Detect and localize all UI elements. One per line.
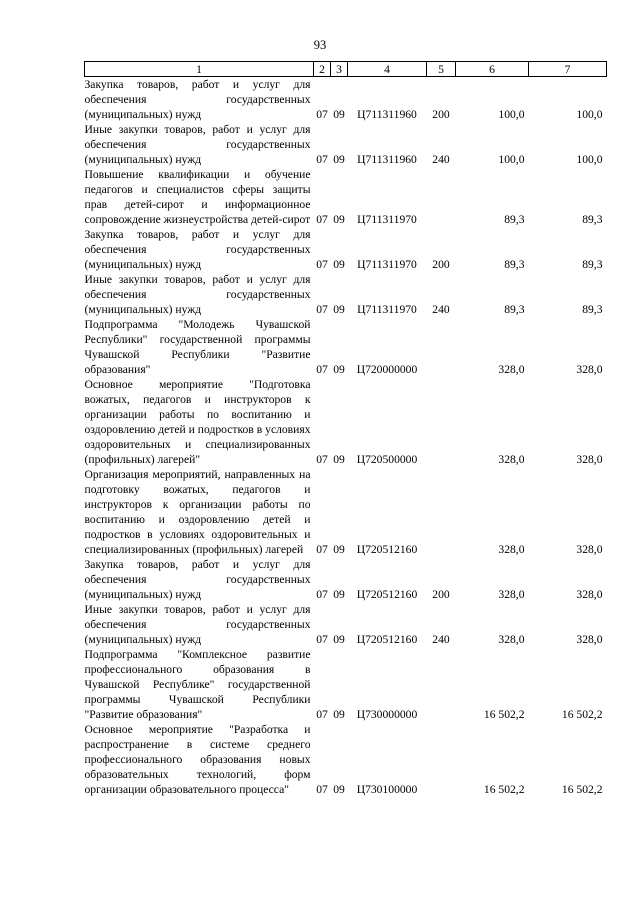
section-code: 07 [316, 303, 328, 316]
section-code: 07 [316, 633, 328, 646]
amount-year-2: 100,0 [576, 153, 603, 166]
target-article-code: Ц720500000 [356, 453, 418, 466]
subsection-code: 09 [333, 588, 345, 601]
amount-year-2: 328,0 [576, 633, 603, 646]
amount-year-2: 328,0 [576, 543, 603, 556]
target-article-code: Ц720512160 [356, 543, 418, 556]
amount-year-1: 328,0 [498, 453, 525, 466]
row-name: Закупка товаров, работ и услуг для обеспечения государственных (муниципальных) нужд [84, 558, 311, 601]
target-article-code: Ц711311970 [357, 258, 417, 271]
table-row [85, 77, 607, 123]
table-row [85, 467, 607, 557]
subsection-code: 09 [333, 633, 345, 646]
table-row [85, 647, 607, 722]
row-name: Подпрограмма "Молодежь Чувашской Республики" государственной программы Чувашской Республики "Развитие образования" [84, 318, 311, 376]
amount-year-2: 16 502,2 [561, 783, 603, 796]
expense-type-code [427, 647, 456, 722]
amount-year-2: 100,0 [576, 108, 603, 121]
subsection-code: 09 [333, 783, 345, 796]
column-header: 5 [427, 62, 456, 77]
expense-type-code [427, 722, 456, 797]
row-name: Основное мероприятие "Разработка и распространение в системе среднего профессионального образования новых образовательных технологий, форм организации образовательного процесса" [84, 723, 311, 796]
column-header: 2 [314, 62, 331, 77]
table-row [85, 377, 607, 467]
amount-year-1: 328,0 [498, 363, 525, 376]
expense-type-code: 240 [432, 303, 450, 316]
target-article-code: Ц720000000 [356, 363, 418, 376]
section-code: 07 [316, 708, 328, 721]
amount-year-2: 16 502,2 [561, 708, 603, 721]
section-code: 07 [316, 153, 328, 166]
expense-type-code [427, 317, 456, 377]
table-row [85, 227, 607, 272]
section-code: 07 [316, 258, 328, 271]
row-name: Закупка товаров, работ и услуг для обеспечения государственных (муниципальных) нужд [84, 78, 311, 121]
table-row [85, 272, 607, 317]
amount-year-1: 89,3 [504, 303, 525, 316]
section-code: 07 [316, 453, 328, 466]
amount-year-2: 89,3 [582, 213, 603, 226]
amount-year-1: 328,0 [498, 588, 525, 601]
amount-year-1: 89,3 [504, 213, 525, 226]
amount-year-2: 89,3 [582, 258, 603, 271]
section-code: 07 [316, 363, 328, 376]
amount-year-1: 16 502,2 [483, 708, 525, 721]
amount-year-1: 328,0 [498, 633, 525, 646]
expense-type-code: 200 [432, 258, 450, 271]
row-name: Подпрограмма "Комплексное развитие профессионального образования в Чувашской Республике" государственной программы Чувашской Республики "Развитие образования" [84, 648, 311, 721]
target-article-code: Ц730100000 [356, 783, 418, 796]
target-article-code: Ц711311970 [357, 303, 417, 316]
row-name: Организация мероприятий, направленных на подготовку вожатых, педагогов и инструкторов к организации работы по воспитанию и оздоровлению детей и подростков в условиях оздоровительных и специализированных (профильных) лагерей [84, 468, 311, 556]
table-row [85, 557, 607, 602]
target-article-code: Ц720512160 [356, 633, 418, 646]
subsection-code: 09 [333, 153, 345, 166]
budget-table [84, 61, 607, 797]
table-row [85, 602, 607, 647]
column-header: 4 [348, 62, 427, 77]
subsection-code: 09 [333, 258, 345, 271]
amount-year-2: 328,0 [576, 363, 603, 376]
row-name: Основное мероприятие "Подготовка вожатых, педагогов и инструкторов к организации работы по воспитанию и оздоровлению детей и подростков в условиях оздоровительных и специализированных (профильных) лагерей" [84, 378, 311, 466]
column-header-row [85, 62, 607, 77]
row-name: Иные закупки товаров, работ и услуг для обеспечения государственных (муниципальных) нужд [84, 123, 311, 166]
expense-type-code [427, 467, 456, 557]
subsection-code: 09 [333, 543, 345, 556]
column-header: 7 [529, 62, 607, 77]
section-code: 07 [316, 588, 328, 601]
subsection-code: 09 [333, 363, 345, 376]
section-code: 07 [316, 213, 328, 226]
column-header: 6 [456, 62, 529, 77]
expense-type-code: 200 [432, 108, 450, 121]
target-article-code: Ц711311960 [357, 153, 417, 166]
table-row [85, 317, 607, 377]
target-article-code: Ц711311960 [357, 108, 417, 121]
table-row [85, 722, 607, 797]
subsection-code: 09 [333, 303, 345, 316]
row-name: Повышение квалификации и обучение педагогов и специалистов сферы защиты прав детей-сирот и информационное сопровождение жизнеустройства детей-сирот [84, 168, 311, 226]
amount-year-1: 100,0 [498, 153, 525, 166]
amount-year-1: 89,3 [504, 258, 525, 271]
amount-year-2: 328,0 [576, 453, 603, 466]
expense-type-code: 240 [432, 153, 450, 166]
expense-type-code [427, 377, 456, 467]
expense-type-code [427, 167, 456, 227]
row-name: Иные закупки товаров, работ и услуг для обеспечения государственных (муниципальных) нужд [84, 603, 311, 646]
section-code: 07 [316, 783, 328, 796]
table-row [85, 167, 607, 227]
column-header: 1 [85, 62, 314, 77]
amount-year-2: 328,0 [576, 588, 603, 601]
section-code: 07 [316, 543, 328, 556]
subsection-code: 09 [333, 213, 345, 226]
target-article-code: Ц730000000 [356, 708, 418, 721]
row-name: Закупка товаров, работ и услуг для обеспечения государственных (муниципальных) нужд [84, 228, 311, 271]
page-number: 93 [313, 38, 327, 52]
row-name: Иные закупки товаров, работ и услуг для обеспечения государственных (муниципальных) нужд [84, 273, 311, 316]
subsection-code: 09 [333, 453, 345, 466]
target-article-code: Ц720512160 [356, 588, 418, 601]
amount-year-1: 16 502,2 [483, 783, 525, 796]
table-row [85, 122, 607, 167]
amount-year-1: 328,0 [498, 543, 525, 556]
expense-type-code: 200 [432, 588, 450, 601]
subsection-code: 09 [333, 108, 345, 121]
section-code: 07 [316, 108, 328, 121]
subsection-code: 09 [333, 708, 345, 721]
column-header: 3 [331, 62, 348, 77]
target-article-code: Ц711311970 [357, 213, 417, 226]
amount-year-2: 89,3 [582, 303, 603, 316]
expense-type-code: 240 [432, 633, 450, 646]
amount-year-1: 100,0 [498, 108, 525, 121]
